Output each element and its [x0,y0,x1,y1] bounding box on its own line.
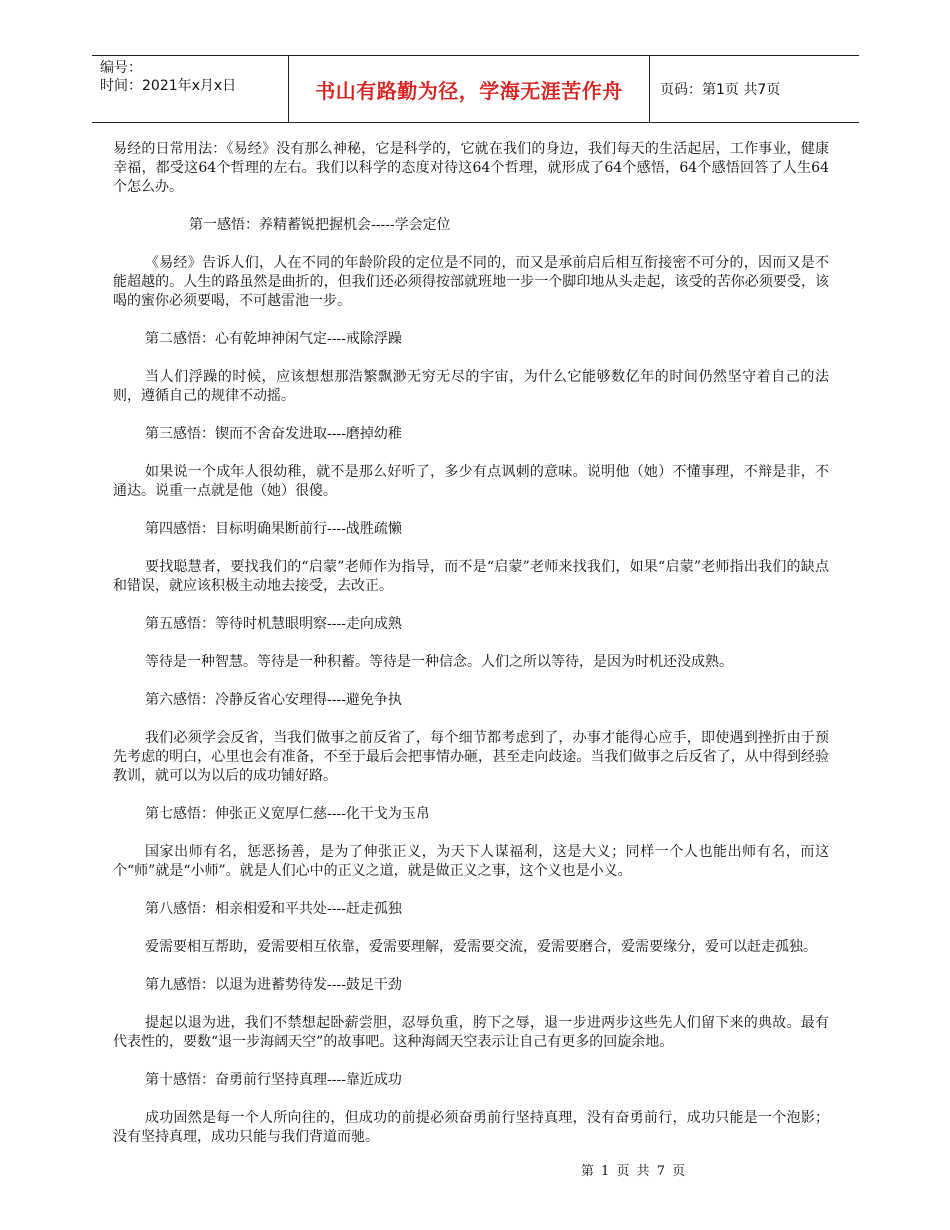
document-time-label: 时间：2021年x月x日 [100,78,237,94]
section-heading: 第三感悟：锲而不舍奋发进取----磨掉幼稚 [145,426,402,442]
footer-page-number: 第 1 页 共 7 页 [580,1164,686,1179]
section-paragraph: 当人们浮躁的时候，应该想想那浩繁飘渺无穷无尽的宇宙，为什么它能够数亿年的时间仍然坚守着自己的法则，遵循自己的规律不动摇。 [113,369,829,404]
section-paragraph: 如果说一个成年人很幼稚，就不是那么好听了，多少有点讽刺的意味。说明他（她）不懂事理，不辩是非，不通达。说重一点就是他（她）很傻。 [113,464,829,499]
section-paragraph: 《易经》告诉人们，人在不同的年龄阶段的定位是不同的，而又是承前启后相互衔接密不可分的，因而又是不能超越的。人生的路虽然是曲折的，但我们还必须得按部就班地一步一个脚印地从头走起，该受的苦你必须要受，该喝的蜜你必须要喝，不可越雷池一步。 [113,255,829,309]
section-paragraph: 要找聪慧者，要找我们的“启蒙”老师作为指导，而不是“启蒙”老师来找我们，如果“启蒙”老师指出我们的缺点和错误，就应该积极主动地去接受，去改正。 [113,559,829,594]
header-motto-cell [289,56,650,122]
page-footer [0,1160,950,1179]
section-paragraph: 成功固然是每一个人所向往的，但成功的前提必须奋勇前行坚持真理，没有奋勇前行，成功只能是一个泡影；没有坚持真理，成功只能与我们背道而驰。 [113,1110,829,1145]
header-meta-cell [92,56,289,122]
section-heading: 第六感悟：冷静反省心安理得----避免争执 [145,692,402,708]
section-heading: 第一感悟：养精蓄锐把握机会-----学会定位 [189,217,451,233]
section-heading: 第五感悟：等待时机慧眼明察----走向成熟 [145,616,402,632]
section-heading: 第二感悟：心有乾坤神闲气定----戒除浮躁 [145,331,402,347]
section-heading: 第十感悟：奋勇前行坚持真理----靠近成功 [145,1072,402,1088]
header-motto: 书山有路勤为径，学海无涯苦作舟 [315,78,623,103]
section-paragraph: 爱需要相互帮助，爱需要相互依靠，爱需要理解，爱需要交流，爱需要磨合，爱需要缘分，爱可以赶走孤独。 [145,939,817,955]
header-page-cell [650,56,869,122]
section-heading: 第七感悟：伸张正义宽厚仁慈----化干戈为玉帛 [145,806,430,822]
document-number-label: 编号： [100,60,142,76]
section-heading: 第九感悟：以退为进蓄势待发----鼓足干劲 [145,977,402,993]
section-heading: 第四感悟：目标明确果断前行----战胜疏懒 [145,521,402,537]
document-body [113,140,829,1166]
page-header [92,55,859,123]
header-page-info: 页码：第1页 共7页 [660,82,781,98]
section-paragraph: 国家出师有名，惩恶扬善，是为了伸张正义，为天下人谋福利，这是大义；同样一个人也能出师有名，而这个“师”就是“小师”。就是人们心中的正义之道，就是做正义之事，这个义也是小义。 [113,844,829,879]
section-paragraph: 我们必须学会反省，当我们做事之前反省了，每个细节都考虑到了，办事才能得心应手，即使遇到挫折由于预先考虑的明白，心里也会有准备，不至于最后会把事情办砸，甚至走向歧途。当我们做事之后反省了，从中得到经验教训，就可以为以后的成功铺好路。 [113,730,829,784]
section-paragraph: 提起以退为进，我们不禁想起卧薪尝胆，忍辱负重，胯下之辱，退一步进两步这些先人们留下来的典故。最有代表性的，要数“退一步海阔天空”的故事吧。这种海阔天空表示让自己有更多的回旋余地。 [113,1015,829,1050]
section-heading: 第八感悟：相亲相爱和平共处----赶走孤独 [145,901,402,917]
intro-paragraph: 易经的日常用法：《易经》没有那么神秘，它是科学的，它就在我们的身边，我们每天的生活起居，工作事业，健康幸福，都受这64个哲理的左右。我们以科学的态度对待这64个哲理，就形成了64个感悟，64个感悟回答了人生64个怎么办。 [113,141,829,195]
section-paragraph: 等待是一种智慧。等待是一种积蓄。等待是一种信念。人们之所以等待，是因为时机还没成熟。 [145,654,733,670]
